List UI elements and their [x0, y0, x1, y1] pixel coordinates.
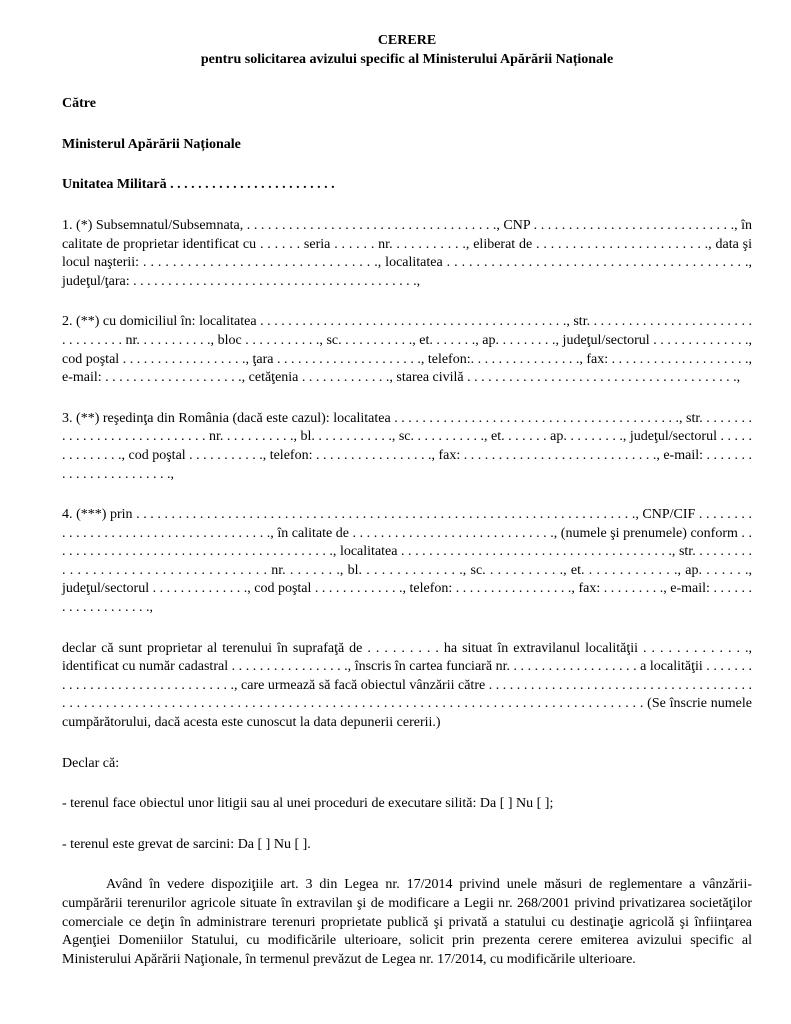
section-1-applicant: 1. (*) Subsemnatul/Subsemnata, . . . . . . . . . . . . . . . . . . . . . . . . . . . . . . . . . . . ., CNP . . . . . . . . . . . . . . . . . . . . . . . . . . . . ., în calitate de proprietar identificat cu . . . . . . seria . . . . . . nr. . . . . . . . . . ., eliberat de . . . . . . . . . . . . . . . . . . . . . . . ., data şi locul naşterii: . . . . . . . . . . . . . . . . . . . . . . . . . . . . . . . ., localitatea . . . . . . . . . . . . . . . . . . . . . . . . . . . . . . . . . . . . . . . . ., judeţul/ţara: . . . . . . . . . . . . . . . . . . . . . . . . . . . . . . . . . . . . . . . . ., — [62, 217, 752, 289]
section-4-representative: 4. (***) prin . . . . . . . . . . . . . . . . . . . . . . . . . . . . . . . . . . . . . . . . . . . . . . . . . . . . . . . . . . . . . . . . . . . . . . ., CNP/CIF . . . . . . . . . . . . . . . . . . . . . . . . . . . . . . . . . . . . . ., în calitate de . . . . . . . . . . . . . . . . . . . . . . . . . . . . ., (numele şi prenumele) conform . . . . . . . . . . . . . . . . . . . . . . . . . . . . . . . . . . . . . . . . ., localitatea . . . . . . . . . . . . . . . . . . . . . . . . . . . . . . . . . . . . . . ., str. . . . . . . . . . . . . . . . . . . . . . . . . . . . . . . . . . . . nr. . . . . . . ., bl. . . . . . . . . . . . . ., sc. . . . . . . . . . ., et. . . . . . . . . . . . ., ap. . . . . . ., judeţul/sectorul . . . . . . . . . . . . . ., cod poştal . . . . . . . . . . . . ., telefon: . . . . . . . . . . . . . . . . ., fax: . . . . . . . . ., e-mail: . . . . . . . . . . . . . . . . . . ., — [62, 507, 752, 616]
spacer — [62, 69, 752, 95]
spacer — [62, 114, 752, 136]
document-subtitle: pentru solicitarea avizului specific al Ministerului Apărării Naționale — [200, 51, 614, 67]
spacer — [62, 773, 752, 795]
spacer — [62, 291, 752, 313]
document-page — [62, 32, 752, 969]
section-2-domicile: 2. (**) cu domiciliul în: localitatea . . . . . . . . . . . . . . . . . . . . . . . . . . . . . . . . . . . . . . . . . . . ., str. . . . . . . . . . . . . . . . . . . . . . . . . . . . . . . . . nr. . . . . . . . . . ., bloc . . . . . . . . . . ., sc. . . . . . . . . . ., et. . . . . . ., ap. . . . . . . . ., judeţul/sectorul . . . . . . . . . . . . . ., cod poştal . . . . . . . . . . . . . . . . . ., ţara . . . . . . . . . . . . . . . . . . . . ., telefon:. . . . . . . . . . . . . . . ., fax: . . . . . . . . . . . . . . . . . . . ., e-mail: . . . . . . . . . . . . . . . . . . . ., cetăţenia . . . . . . . . . . . . ., starea civilă . . . . . . . . . . . . . . . . . . . . . . . . . . . . . . . . . . . . . . ., — [62, 314, 752, 386]
spacer — [62, 814, 752, 836]
spacer — [62, 195, 752, 217]
section-3-residence: 3. (**) reşedinţa din România (dacă este cazul): localitatea . . . . . . . . . . . . . . . . . . . . . . . . . . . . . . . . . . . . . . . . ., str. . . . . . . . . . . . . . . . . . . . . . . . . . . . . nr. . . . . . . . . . ., bl. . . . . . . . . . . ., sc. . . . . . . . . . ., et. . . . . . . ap. . . . . . . . ., judeţul/sectorul . . . . . . . . . . . . . ., cod poştal . . . . . . . . . . ., telefon: . . . . . . . . . . . . . . . . ., fax: . . . . . . . . . . . . . . . . . . . . . . . . . . . ., e-mail: . . . . . . . . . . . . . . . . . . . . . . ., — [62, 410, 752, 482]
spacer — [62, 618, 752, 640]
addressee-unit: Unitatea Militară . . . . . . . . . . . . . . . . . . . . . . . . — [62, 177, 335, 193]
spacer — [62, 154, 752, 176]
spacer — [62, 388, 752, 410]
final-request-paragraph: Având în vedere dispoziţiile art. 3 din Legea nr. 17/2014 privind unele măsuri de reglementare a vânzării-cumpărării terenurilor agricole situate în extravilan şi de modificare a Legii nr. 268/2001 privind privatizarea societăţilor comerciale ce deţin în administrare terenuri proprietate publică şi privată a statului cu destinaţie agricolă şi înfiinţarea Agenţiei Domeniilor Statului, cu modificările ulterioare, solicit prin prezenta cerere emiterea avizului specific al Ministerului Apărării Naţionale, în termenul prevăzut de Legea nr. 17/2014, cu modificările ulterioare. — [62, 877, 752, 967]
declaration-heading: Declar că: — [62, 755, 120, 771]
document-title: CERERE — [377, 33, 437, 48]
addressee-ministry: Ministerul Apărării Naționale — [62, 136, 241, 152]
declaration-litigation: - terenul face obiectul unor litigii sau al unei proceduri de executare silită: Da [ ] Nu [ ]; — [62, 796, 554, 812]
section-land-declaration: declar că sunt proprietar al terenului în suprafaţă de . . . . . . . . . ha situat în extravilanul localităţii . . . . . . . . . . . . ., identificat cu număr cadastral . . . . . . . . . . . . . . . . ., înscris în cartea funciară nr. . . . . . . . . . . . . . . . . . . a localităţii . . . . . . . . . . . . . . . . . . . . . . . . . . . . . . . ., care urmează să facă obiectul vânzării către . . . . . . . . . . . . . . . . . . . . . . . . . . . . . . . . . . . . . . . . . . . . . . . . . . . . . . . . . . . . . . . . . . . . . . . . . . . . . . . . . . . . . . . . . . . . . . . . . . . . . . . . . . . . . . . . . . . . . . (Se înscrie numele cumpărătorului, dacă acesta este cunoscut la data depunerii cererii.) — [62, 640, 752, 731]
declaration-encumbrances: - terenul este grevat de sarcini: Da [ ] Nu [ ]. — [62, 836, 311, 852]
spacer — [62, 484, 752, 506]
spacer — [62, 733, 752, 755]
addressee-to: Către — [62, 96, 96, 112]
spacer — [62, 854, 752, 876]
